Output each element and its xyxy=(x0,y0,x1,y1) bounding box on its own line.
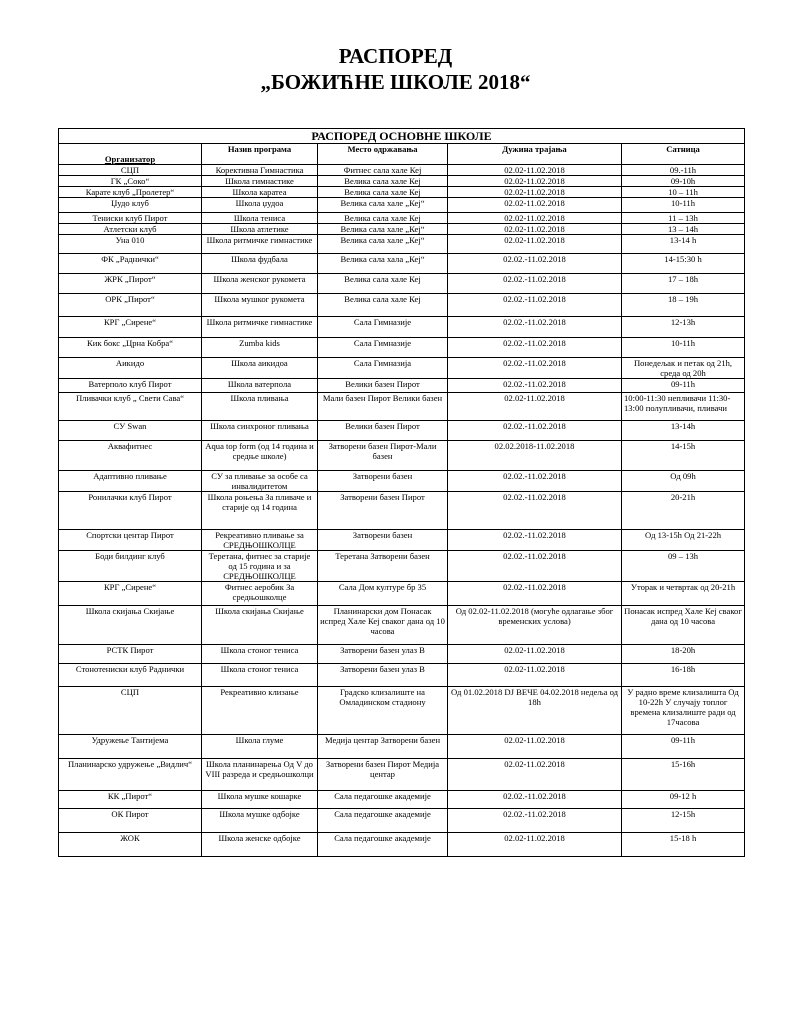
program-cell: Школа пливања xyxy=(202,393,318,421)
organizer-cell: Уна 010 xyxy=(59,235,202,254)
organizer-cell: ЖОК xyxy=(59,833,202,857)
organizer-cell: РСТК Пирот xyxy=(59,645,202,664)
organizer-cell: Боди билдинг клуб xyxy=(59,551,202,582)
location-cell: Медија центар Затворени базен xyxy=(318,735,448,759)
schedule-cell: 18-20h xyxy=(622,645,745,664)
program-cell: Рекреативно клизање xyxy=(202,687,318,735)
schedule-cell: 10 – 11h xyxy=(622,187,745,198)
program-cell: Фитнес аеробик За средњошколце xyxy=(202,582,318,606)
location-cell: Сала педагошке академије xyxy=(318,833,448,857)
table-row xyxy=(59,492,745,530)
organizer-cell: КРГ „Сирене“ xyxy=(59,582,202,606)
organizer-cell: Аикидо xyxy=(59,358,202,379)
duration-cell: 02.02-11.02.2018 xyxy=(448,759,622,791)
location-cell: Затворени базен xyxy=(318,471,448,492)
table-row xyxy=(59,551,745,582)
duration-cell: 02.02-11.02.2018 xyxy=(448,165,622,176)
duration-cell: 02.02-11.02.2018 xyxy=(448,176,622,187)
duration-cell: 02.02.-11.02.2018 xyxy=(448,530,622,551)
program-cell: Школа атлетике xyxy=(202,224,318,235)
duration-cell: 02.02-11.02.2018 xyxy=(448,645,622,664)
duration-cell: 02.02.-11.02.2018 xyxy=(448,471,622,492)
table-row xyxy=(59,441,745,471)
organizer-cell: СЦП xyxy=(59,165,202,176)
organizer-cell: Ронилачки клуб Пирот xyxy=(59,492,202,530)
schedule-cell: 09-12 h xyxy=(622,791,745,809)
schedule-cell: Од 13-15h Од 21-22h xyxy=(622,530,745,551)
organizer-cell: Стонотениски клуб Раднички xyxy=(59,664,202,687)
location-cell: Велика сала хале „Кеј“ xyxy=(318,235,448,254)
table-row xyxy=(59,235,745,254)
location-cell: Планинарски дом Понасак испред Хале Кеј сваког дана од 10 часова xyxy=(318,606,448,645)
location-cell: Теретана Затворени базен xyxy=(318,551,448,582)
organizer-cell: Ватерполо клуб Пирот xyxy=(59,379,202,393)
table-row xyxy=(59,687,745,735)
location-cell: Велика сала хале Кеј xyxy=(318,274,448,294)
duration-cell: 02.02.-11.02.2018 xyxy=(448,791,622,809)
program-cell: Школа стоног тениса xyxy=(202,664,318,687)
schedule-cell: Уторак и четвртак од 20-21h xyxy=(622,582,745,606)
organizer-cell: Спортски центар Пирот xyxy=(59,530,202,551)
program-cell: Школа глуме xyxy=(202,735,318,759)
table-row xyxy=(59,213,745,224)
organizer-cell: ФК „Раднички“ xyxy=(59,254,202,274)
duration-cell: 02.02-11.02.2018 xyxy=(448,664,622,687)
schedule-cell: 14-15:30 h xyxy=(622,254,745,274)
location-cell: Затворени базен Пирот-Мали базен xyxy=(318,441,448,471)
schedule-cell: 11 – 13h xyxy=(622,213,745,224)
schedule-cell: 09-11h xyxy=(622,379,745,393)
location-cell: Велика сала хале Кеј xyxy=(318,213,448,224)
schedule-cell: 15-18 h xyxy=(622,833,745,857)
organizer-cell: Џудо клуб xyxy=(59,198,202,213)
duration-cell: 02.02.-11.02.2018 xyxy=(448,492,622,530)
program-cell: Школа аикидоа xyxy=(202,358,318,379)
schedule-cell: 12-13h xyxy=(622,317,745,338)
header-location: Место одржавања xyxy=(318,144,448,165)
location-cell: Затворени базен Пирот Медија центар xyxy=(318,759,448,791)
organizer-cell: ОРК „Пирот“ xyxy=(59,294,202,317)
duration-cell: 02.02.-11.02.2018 xyxy=(448,358,622,379)
table-row xyxy=(59,379,745,393)
location-cell: Сала Гимназија xyxy=(318,358,448,379)
table-row xyxy=(59,759,745,791)
table-row xyxy=(59,338,745,358)
schedule-cell: 18 – 19h xyxy=(622,294,745,317)
table-row xyxy=(59,224,745,235)
table-row xyxy=(59,833,745,857)
location-cell: Сала педагошке академије xyxy=(318,791,448,809)
organizer-cell: ГК „Соко“ xyxy=(59,176,202,187)
schedule-cell: 20-21h xyxy=(622,492,745,530)
header-organizer: Организатор xyxy=(59,144,202,165)
location-cell: Затворени базен xyxy=(318,530,448,551)
duration-cell: 02.02.-11.02.2018 xyxy=(448,274,622,294)
program-cell: Школа роњења За пливаче и старије од 14 година xyxy=(202,492,318,530)
duration-cell: 02.02-11.02.2018 xyxy=(448,235,622,254)
organizer-cell: Атлетски клуб xyxy=(59,224,202,235)
duration-cell: 02.02-11.02.2018 xyxy=(448,198,622,213)
program-cell: Zumba kids xyxy=(202,338,318,358)
duration-cell: 02.02.-11.02.2018 xyxy=(448,379,622,393)
location-cell: Сала Гимназије xyxy=(318,317,448,338)
duration-cell: 02.02-11.02.2018 xyxy=(448,735,622,759)
organizer-cell: Удружење Тантијема xyxy=(59,735,202,759)
schedule-cell: Понедељак и петак од 21h, среда од 20h xyxy=(622,358,745,379)
location-cell: Сала Гимназије xyxy=(318,338,448,358)
duration-cell: Од 02.02-11.02.2018 (могуће одлагање због временских услова) xyxy=(448,606,622,645)
table-row xyxy=(59,294,745,317)
duration-cell: 02.02.-11.02.2018 xyxy=(448,809,622,833)
schedule-cell: 13 – 14h xyxy=(622,224,745,235)
schedule-cell: 09.-11h xyxy=(622,165,745,176)
table-row xyxy=(59,421,745,441)
table-row xyxy=(59,606,745,645)
table-row xyxy=(59,317,745,338)
program-cell: Школа ритмичке гимнастике xyxy=(202,235,318,254)
header-program: Назив програма xyxy=(202,144,318,165)
table-row xyxy=(59,735,745,759)
schedule-cell: 09-11h xyxy=(622,735,745,759)
schedule-cell: 14-15h xyxy=(622,441,745,471)
duration-cell: 02.02.-11.02.2018 xyxy=(448,582,622,606)
table-row xyxy=(59,187,745,198)
location-cell: Затворени базен Пирот xyxy=(318,492,448,530)
organizer-cell: Аквафитнес xyxy=(59,441,202,471)
schedule-cell: 10:00-11:30 непливачи 11:30-13:00 полупливачи, пливачи xyxy=(622,393,745,421)
location-cell: Велика сала хале „Кеј“ xyxy=(318,198,448,213)
organizer-cell: КК „Пирот“ xyxy=(59,791,202,809)
program-cell: Теретана, фитнес за старије од 15 година и за СРЕДЊОШКОЛЦЕ xyxy=(202,551,318,582)
organizer-cell: СУ Swan xyxy=(59,421,202,441)
program-cell: Школа женског рукомета xyxy=(202,274,318,294)
program-cell: Корективна Гимнастика xyxy=(202,165,318,176)
location-cell: Затворени базен улаз В xyxy=(318,645,448,664)
organizer-cell: КРГ „Сирене“ xyxy=(59,317,202,338)
location-cell: Велика сала хале „Кеј“ xyxy=(318,224,448,235)
schedule-cell: 10-11h xyxy=(622,198,745,213)
schedule-cell: 15-16h xyxy=(622,759,745,791)
duration-cell: 02.02.2018-11.02.2018 xyxy=(448,441,622,471)
header-schedule: Сатница xyxy=(622,144,745,165)
location-cell: Затворени базен улаз В xyxy=(318,664,448,687)
table-row xyxy=(59,393,745,421)
table-row xyxy=(59,165,745,176)
program-cell: Школа тениса xyxy=(202,213,318,224)
organizer-cell: Пливачки клуб „ Свети Сава“ xyxy=(59,393,202,421)
page-subtitle: „БОЖИЋНЕ ШКОЛЕ 2018“ xyxy=(260,70,531,94)
schedule-cell: 09-10h xyxy=(622,176,745,187)
schedule-cell: Од 09h xyxy=(622,471,745,492)
table-row xyxy=(59,176,745,187)
program-cell: Школа мушког рукомета xyxy=(202,294,318,317)
program-cell: Школа планинарења Од V до VIII разреда и средњошколци xyxy=(202,759,318,791)
location-cell: Сала педагошке академије xyxy=(318,809,448,833)
program-cell: Школа ватерпола xyxy=(202,379,318,393)
program-cell: Школа мушке кошарке xyxy=(202,791,318,809)
program-cell: Рекреативно пливање за СРЕДЊОШКОЛЦЕ xyxy=(202,530,318,551)
location-cell: Мали базен Пирот Велики базен xyxy=(318,393,448,421)
program-cell: Школа скијања Скијање xyxy=(202,606,318,645)
duration-cell: 02.02-11.02.2018 xyxy=(448,213,622,224)
table-row xyxy=(59,198,745,213)
table-row xyxy=(59,664,745,687)
organizer-cell: Карате клуб „Пролетер“ xyxy=(59,187,202,198)
table-row xyxy=(59,358,745,379)
schedule-cell: 16-18h xyxy=(622,664,745,687)
organizer-cell: Кик бокс „Црна Кобра“ xyxy=(59,338,202,358)
organizer-cell: ЖРК „Пирот“ xyxy=(59,274,202,294)
schedule-cell: 10-11h xyxy=(622,338,745,358)
table-body xyxy=(59,165,745,857)
organizer-cell: ОК Пирот xyxy=(59,809,202,833)
program-cell: Школа женске одбојке xyxy=(202,833,318,857)
header-duration: Дужина трајања xyxy=(448,144,622,165)
table-row xyxy=(59,582,745,606)
duration-cell: 02.02.-11.02.2018 xyxy=(448,551,622,582)
duration-cell: 02.02.-11.02.2018 xyxy=(448,338,622,358)
program-cell: Школа стоног тениса xyxy=(202,645,318,664)
location-cell: Велика сала хала „Кеј“ xyxy=(318,254,448,274)
program-cell: Школа гимнастике xyxy=(202,176,318,187)
table-row xyxy=(59,254,745,274)
table-caption: РАСПОРЕД ОСНОВНЕ ШКОЛЕ xyxy=(59,129,745,144)
program-cell: Школа ритмичке гимнастике xyxy=(202,317,318,338)
table-row xyxy=(59,809,745,833)
organizer-cell: Школа скијања Скијање xyxy=(59,606,202,645)
duration-cell: 02.02-11.02.2018 xyxy=(448,187,622,198)
schedule-cell: 09 – 13h xyxy=(622,551,745,582)
duration-cell: 02.02.-11.02.2018 xyxy=(448,317,622,338)
duration-cell: 02.02.-11.02.2018 xyxy=(448,294,622,317)
organizer-cell: Тениски клуб Пирот xyxy=(59,213,202,224)
schedule-cell: 17 – 18h xyxy=(622,274,745,294)
schedule-cell: 13-14h xyxy=(622,421,745,441)
schedule-cell: У радно време клизалишта Од 10-22h У случају топлог времена клизалиште ради од 17часова xyxy=(622,687,745,735)
organizer-cell: Адаптивно пливање xyxy=(59,471,202,492)
duration-cell: Од 01.02.2018 DJ ВЕЧЕ 04.02.2018 недеља од 18h xyxy=(448,687,622,735)
location-cell: Велика сала хале Кеј xyxy=(318,294,448,317)
location-cell: Велики базен Пирот xyxy=(318,379,448,393)
location-cell: Велики базен Пирот xyxy=(318,421,448,441)
program-cell: Aqua top form (од 14 година и средње школе) xyxy=(202,441,318,471)
duration-cell: 02.02.-11.02.2018 xyxy=(448,421,622,441)
table-row xyxy=(59,530,745,551)
schedule-cell: 12-15h xyxy=(622,809,745,833)
program-cell: СУ за пливање за особе са инвалидитетом xyxy=(202,471,318,492)
table-row xyxy=(59,274,745,294)
schedule-cell: Понасак испред Хале Кеј сваког дана од 10 часова xyxy=(622,606,745,645)
table-row xyxy=(59,791,745,809)
location-cell: Велика сала хале Кеј xyxy=(318,187,448,198)
program-cell: Школа каратеа xyxy=(202,187,318,198)
program-cell: Школа синхроног пливања xyxy=(202,421,318,441)
page-title: РАСПОРЕД xyxy=(338,44,453,68)
location-cell: Градско клизалиште на Омладинском стадиону xyxy=(318,687,448,735)
organizer-cell: Планинарско удружење „Видлич“ xyxy=(59,759,202,791)
location-cell: Сала Дом културе бр 35 xyxy=(318,582,448,606)
program-cell: Школа фудбала xyxy=(202,254,318,274)
table-row xyxy=(59,645,745,664)
schedule-cell: 13-14 h xyxy=(622,235,745,254)
location-cell: Велика сала хале Кеј xyxy=(318,176,448,187)
schedule-table xyxy=(58,128,745,857)
program-cell: Школа џудоа xyxy=(202,198,318,213)
duration-cell: 02.02-11.02.2018 xyxy=(448,833,622,857)
program-cell: Школа мушке одбојке xyxy=(202,809,318,833)
table-row xyxy=(59,471,745,492)
duration-cell: 02.02.-11.02.2018 xyxy=(448,254,622,274)
organizer-cell: СЦП xyxy=(59,687,202,735)
location-cell: Фитнес сала хале Кеј xyxy=(318,165,448,176)
duration-cell: 02.02-11.02.2018 xyxy=(448,224,622,235)
duration-cell: 02.02-11.02.2018 xyxy=(448,393,622,421)
